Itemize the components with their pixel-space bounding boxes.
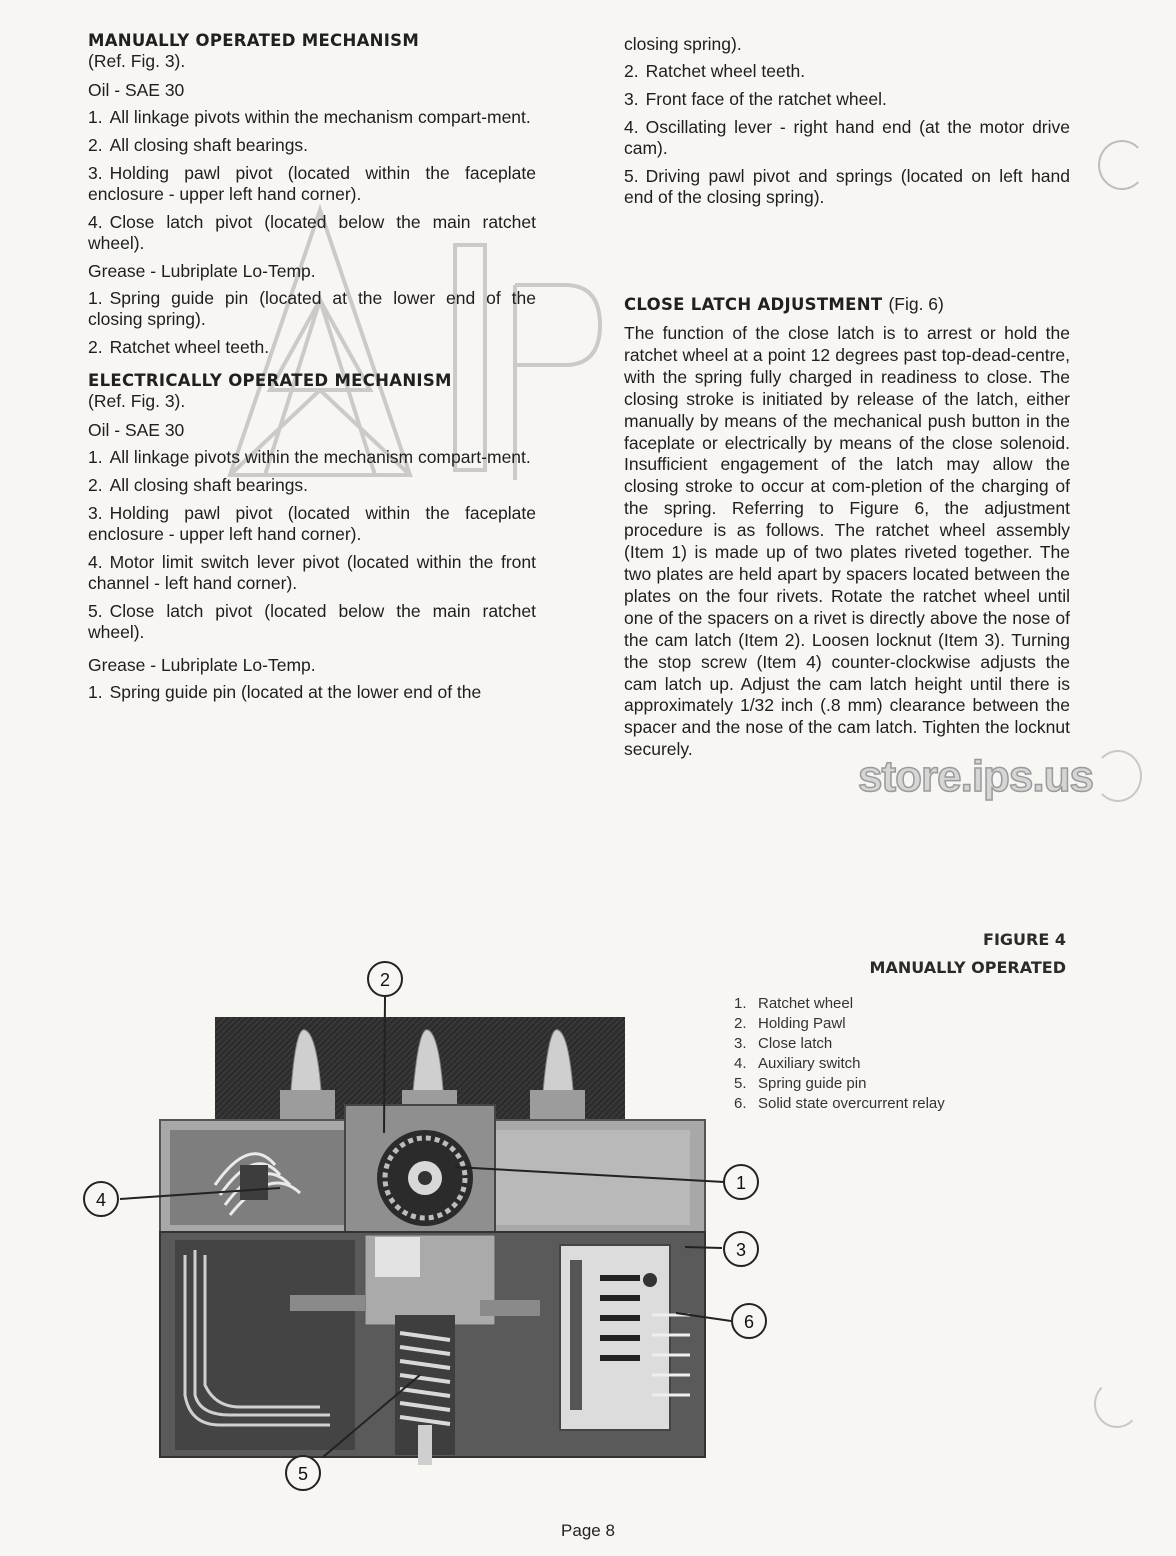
legend-number: 2. xyxy=(734,1015,747,1032)
electric-mechanism-section xyxy=(88,370,536,703)
callout-label: 5 xyxy=(297,1464,309,1484)
callout-label: 2 xyxy=(379,970,391,990)
legend-number: 1. xyxy=(734,995,747,1012)
legend-number: 6. xyxy=(734,1095,747,1112)
legend-text: Solid state overcurrent relay xyxy=(758,1095,945,1112)
list-item-text: Close latch pivot (located below the main ratchet wheel). xyxy=(88,212,536,253)
legend-text: Auxiliary switch xyxy=(758,1055,861,1072)
legend-text: Spring guide pin xyxy=(758,1075,867,1092)
section-heading: MANUALLY OPERATED MECHANISM xyxy=(88,31,420,50)
lubricant-label: Oil - SAE 30 xyxy=(88,80,185,100)
list-item-number: 3. xyxy=(88,503,103,523)
list-item-number: 2. xyxy=(88,475,103,495)
list-item-text: All linkage pivots within the mechanism compart-ment. xyxy=(109,447,531,467)
lubricant-label: Grease - Lubriplate Lo-Temp. xyxy=(88,261,316,281)
list-item xyxy=(88,337,536,358)
list-item-text: Oscillating lever - right hand end (at the motor drive cam). xyxy=(624,117,1070,158)
list-item xyxy=(88,107,536,128)
list-item xyxy=(624,61,1070,82)
figure-caption xyxy=(820,926,1066,982)
legend-text: Holding Pawl xyxy=(758,1015,846,1032)
continued-item-list xyxy=(624,61,1070,208)
list-item-text: Driving pawl pivot and springs (located on left hand end of the closing spring). xyxy=(624,166,1070,207)
legend-number: 3. xyxy=(734,1035,747,1052)
callout-label: 1 xyxy=(735,1173,747,1193)
list-item-text: Ratchet wheel teeth. xyxy=(645,61,806,81)
grease-item-list xyxy=(88,682,536,703)
list-item-number: 4. xyxy=(88,212,103,232)
manual-mechanism-section xyxy=(88,30,536,358)
list-item-number: 4. xyxy=(88,552,103,572)
grease-item-list xyxy=(88,288,536,358)
legend-number: 4. xyxy=(734,1055,747,1072)
lubricant-label: Oil - SAE 30 xyxy=(88,420,185,440)
figure-reference: (Ref. Fig. 3). xyxy=(88,391,186,411)
list-item-number: 1. xyxy=(88,447,103,467)
callout-label: 6 xyxy=(743,1312,755,1332)
close-latch-paragraph: The function of the close latch is to arrest or hold the ratchet wheel at a point 12 degrees past top-dead-centre, with the spring fully charged in readiness to close. The closing stroke is initiated by release of the latch, either manually by means of the mechanical push button in the faceplate or electrically by means of the close solenoid. Insufficient engagement of the latch may allow the closing stroke to occur at com-pletion of the charging of the spring. Referring to Figure 6, the adjustment procedure is as follows. The ratchet wheel assembly (Item 1) is made up of two plates riveted together. The two plates are held apart by spacers located between the plates on the four rivets. Rotate the ratchet wheel until one of the spacers on a rivet is directly above the nose of the cam latch (Item 2). Loosen locknut (Item 3). Turning the stop screw (Item 4) counter-clockwise adjusts the cam latch up. Adjust the cam latch height until there is approximately 1/32 inch (.8 mm) clearance between the spacer and the nose of the cam latch. Tighten the locknut securely. xyxy=(624,323,1070,760)
mechanism-photo xyxy=(0,955,800,1495)
continued-text: closing spring). xyxy=(624,34,742,54)
list-item-number: 2. xyxy=(88,135,103,155)
list-item-number: 1. xyxy=(88,682,103,702)
punch-hole xyxy=(1094,750,1142,802)
list-item xyxy=(88,163,536,205)
list-item xyxy=(88,503,536,545)
list-item xyxy=(88,288,536,330)
callout-label: 4 xyxy=(95,1190,107,1210)
legend-text: Close latch xyxy=(758,1035,833,1052)
list-item xyxy=(88,682,536,703)
list-item xyxy=(624,166,1070,208)
list-item-number: 2. xyxy=(624,61,639,81)
list-item-text: Front face of the ratchet wheel. xyxy=(645,89,887,109)
list-item xyxy=(624,89,1070,110)
list-item-text: Spring guide pin (located at the lower end of the closing spring). xyxy=(88,288,536,329)
list-item-number: 3. xyxy=(624,89,639,109)
legend-number: 5. xyxy=(734,1075,747,1092)
list-item-number: 2. xyxy=(88,337,103,357)
list-item-text: Spring guide pin (located at the lower end of the xyxy=(109,682,482,702)
close-latch-heading: CLOSE LATCH ADJUSTMENT xyxy=(624,295,883,314)
list-item-text: All closing shaft bearings. xyxy=(109,135,309,155)
punch-hole xyxy=(1094,1380,1140,1428)
section-heading: ELECTRICALLY OPERATED MECHANISM xyxy=(88,371,452,390)
oil-item-list xyxy=(88,107,536,254)
figure-title: FIGURE 4 xyxy=(983,930,1066,949)
figure-subtitle: MANUALLY OPERATED xyxy=(869,958,1066,977)
close-latch-section xyxy=(624,294,1070,761)
list-item-number: 5. xyxy=(624,166,639,186)
right-column xyxy=(624,34,1070,761)
list-item-text: Holding pawl pivot (located within the faceplate enclosure - upper left hand corner). xyxy=(88,163,536,204)
left-column xyxy=(88,30,536,710)
list-item xyxy=(88,447,536,468)
list-item-text: All closing shaft bearings. xyxy=(109,475,309,495)
list-item xyxy=(88,212,536,254)
list-item xyxy=(88,135,536,156)
lubricant-label: Grease - Lubriplate Lo-Temp. xyxy=(88,655,316,675)
store-watermark: store.ips.us xyxy=(858,752,1093,801)
list-item-text: All linkage pivots within the mechanism compart-ment. xyxy=(109,107,531,127)
list-item-text: Close latch pivot (located below the main ratchet wheel). xyxy=(88,601,536,642)
oil-item-list xyxy=(88,447,536,643)
list-item-text: Holding pawl pivot (located within the faceplate enclosure - upper left hand corner). xyxy=(88,503,536,544)
list-item-number: 4. xyxy=(624,117,639,137)
list-item-number: 5. xyxy=(88,601,103,621)
figure-reference: (Fig. 6) xyxy=(888,294,944,314)
list-item xyxy=(624,117,1070,159)
list-item-number: 3. xyxy=(88,163,103,183)
list-item-text: Motor limit switch lever pivot (located within the front channel - left hand corner). xyxy=(88,552,536,593)
list-item-text: Ratchet wheel teeth. xyxy=(109,337,270,357)
section-heading xyxy=(624,294,1070,315)
figure-reference: (Ref. Fig. 3). xyxy=(88,51,186,71)
page-number: Page 8 xyxy=(561,1521,615,1540)
list-item xyxy=(88,552,536,594)
callout-label: 3 xyxy=(735,1240,747,1260)
list-item xyxy=(88,601,536,643)
punch-hole xyxy=(1098,140,1146,190)
list-item xyxy=(88,475,536,496)
list-item-number: 1. xyxy=(88,288,103,308)
list-item-number: 1. xyxy=(88,107,103,127)
legend-text: Ratchet wheel xyxy=(758,995,854,1012)
